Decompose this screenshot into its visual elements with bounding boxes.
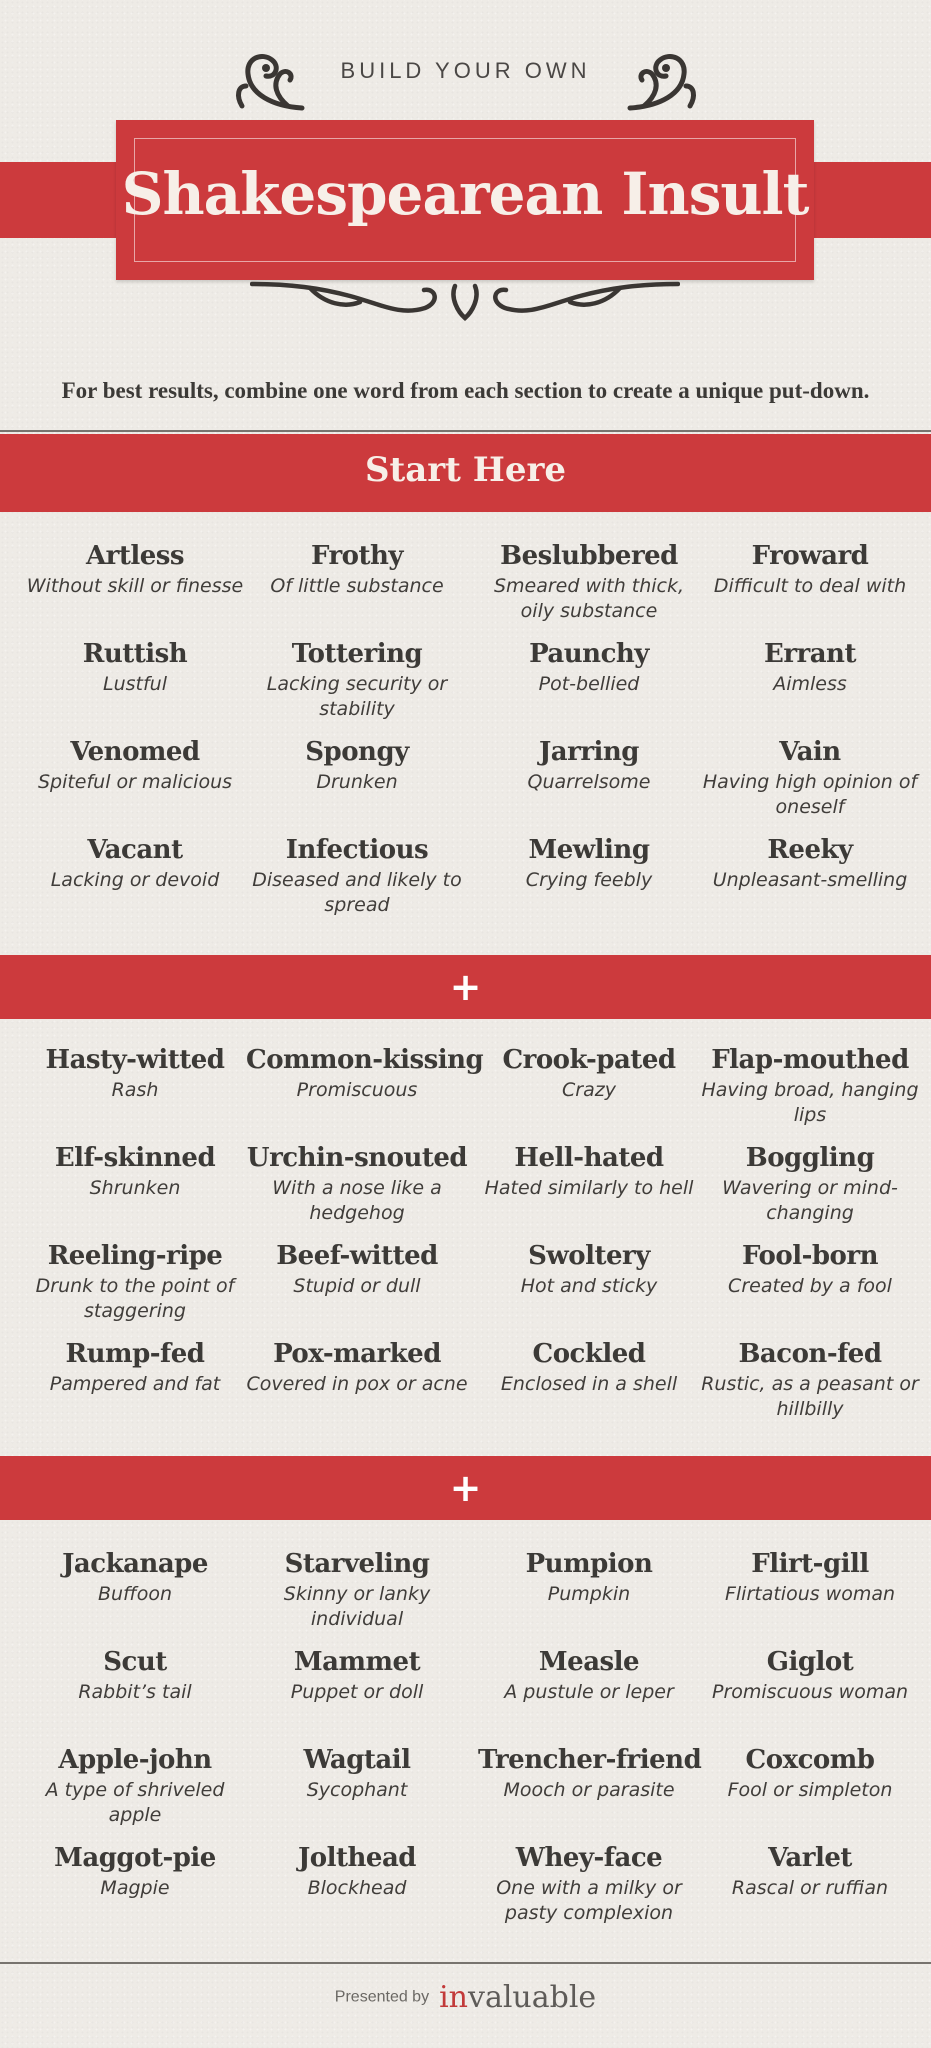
insult-word: Crook-pated [502,1045,676,1075]
word-definition: Hated similarly to hell [484,1177,694,1199]
insult-word: Venomed [70,737,200,767]
word-item [246,1548,468,1632]
word-item [699,1842,921,1901]
word-definition: Rabbit’s tail [78,1681,192,1703]
word-definition: Blockhead [307,1877,407,1899]
word-definition: Lacking or devoid [50,869,220,891]
insult-word: Tottering [291,639,423,669]
word-item [24,1044,246,1103]
word-definition: Created by a fool [728,1275,892,1297]
word-definition: Crying feebly [525,869,653,891]
insult-word: Reeling-ripe [47,1241,223,1271]
word-item [699,1744,921,1803]
word-item [246,1744,468,1803]
insult-word: Vacant [87,835,183,865]
insult-word: Wagtail [303,1745,411,1775]
word-definition: Sycophant [306,1779,408,1801]
word-item [478,1842,700,1926]
word-definition: Rustic, as a peasant or hillbilly [701,1373,919,1420]
footer [0,1980,931,2015]
word-definition: Fool or simpleton [727,1779,893,1801]
word-item [246,638,468,722]
word-definition: Difficult to deal with [713,575,907,597]
insult-word: Infectious [285,835,429,865]
word-definition: Rascal or ruffian [731,1877,889,1899]
page-title: Shakespearean Insult [121,160,809,228]
word-item [246,1044,484,1103]
insult-word: Frothy [310,541,404,571]
instructions-text: For best results, combine one word from each section to create a unique put-down. [61,378,870,403]
word-item [699,834,921,893]
insult-word: Cockled [532,1339,646,1369]
word-definition: Lacking security or stability [266,673,448,720]
divider [0,430,931,432]
word-definition: Stupid or dull [293,1275,421,1297]
insult-word: Rump-fed [65,1339,205,1369]
word-item [699,540,921,599]
word-definition: Enclosed in a shell [500,1373,678,1395]
insult-word: Common-kissing [246,1045,484,1075]
word-item [24,638,246,697]
word-item [478,1646,700,1705]
word-item [24,1548,246,1607]
insult-word: Apple-john [58,1745,212,1775]
word-item [699,1548,921,1607]
word-item [478,540,700,624]
word-definition: Of little substance [270,575,444,597]
word-definition: Having broad, hanging lips [701,1079,919,1126]
word-item [246,1240,468,1299]
insult-word: Measle [538,1647,640,1677]
word-item [478,834,700,893]
plus-icon: + [449,1466,482,1510]
word-definition: Lustful [103,673,167,695]
word-item [478,638,700,697]
word-item [699,1142,921,1226]
word-definition: Pampered and fat [49,1373,221,1395]
word-item [699,638,921,697]
insult-word: Varlet [768,1843,852,1873]
word-item [246,736,468,795]
word-item [699,1044,921,1128]
word-item [478,736,700,795]
word-item [24,1338,246,1397]
word-definition: Rash [111,1079,159,1101]
insult-word: Hell-hated [514,1143,664,1173]
word-item [24,1842,246,1901]
word-item [24,540,246,599]
insult-word: Coxcomb [745,1745,875,1775]
logo-accent: in [439,1980,468,2015]
word-definition: Without skill or finesse [26,575,244,597]
word-definition: Pot-bellied [538,673,640,695]
word-item [246,1142,468,1226]
word-definition: Aimless [773,673,847,695]
title-banner [116,120,814,280]
word-definition: One with a milky or pasty complexion [496,1877,682,1924]
word-definition: Crazy [562,1079,616,1101]
word-item [24,1744,246,1828]
insult-word: Whey-face [515,1843,663,1873]
insult-word: Mewling [528,835,650,865]
insult-word: Froward [751,541,869,571]
logo-text: valuable [468,1980,597,2015]
insult-word: Elf-skinned [54,1143,216,1173]
insult-word: Swoltery [528,1241,650,1271]
insult-word: Bacon-fed [738,1339,882,1369]
insult-word: Boggling [745,1143,875,1173]
plus-band [0,1456,931,1520]
word-item [24,736,246,795]
word-definition: Skinny or lanky individual [283,1583,431,1630]
plus-icon: + [449,965,482,1009]
divider [0,1962,931,1964]
word-item [246,1842,468,1901]
word-item [246,834,468,918]
insult-word: Flirt-gill [751,1549,869,1579]
word-item [699,736,921,820]
word-item [24,834,246,893]
insult-word: Errant [764,639,856,669]
insult-word: Jackanape [62,1549,208,1579]
word-item [478,1142,700,1201]
insult-word: Maggot-pie [54,1843,216,1873]
flourish-bottom-icon [250,278,680,324]
word-item [478,1744,700,1803]
word-item [24,1646,246,1705]
insult-word: Artless [85,541,185,571]
word-item [478,1240,700,1299]
word-item [478,1548,700,1607]
word-definition: Promiscuous [296,1079,418,1101]
word-item [246,1646,468,1705]
invaluable-logo[interactable] [439,1980,596,2015]
word-definition: Quarrelsome [527,771,651,793]
word-item [478,1044,700,1103]
word-definition: Covered in pox or acne [246,1373,468,1395]
word-definition: Magpie [100,1877,170,1899]
word-definition: Wavering or mind-changing [722,1177,898,1224]
word-item [246,1338,468,1397]
insult-word: Beef-witted [276,1241,438,1271]
word-definition: Promiscuous woman [711,1681,909,1703]
banner-stripe-right [801,162,931,238]
insult-word: Starveling [284,1549,430,1579]
word-definition: Buffoon [97,1583,173,1605]
insult-word: Jolthead [297,1843,416,1873]
start-here-band [0,434,931,512]
insult-word: Pumpion [525,1549,653,1579]
word-definition: Puppet or doll [290,1681,424,1703]
word-item [699,1240,921,1299]
insult-word: Flap-mouthed [711,1045,909,1075]
word-item [24,1240,246,1324]
word-definition: A pustule or leper [504,1681,674,1703]
word-definition: Spiteful or malicious [37,771,233,793]
plus-band [0,955,931,1019]
word-item [246,540,468,599]
word-definition: With a nose like a hedgehog [272,1177,442,1224]
word-item [699,1646,921,1705]
presented-by-label: Presented by [334,1988,430,2006]
word-definition: Having high opinion of oneself [702,771,918,818]
insult-word: Urchin-snouted [246,1143,468,1173]
word-definition: Drunk to the point of staggering [35,1275,235,1322]
word-definition: Diseased and likely to spread [252,869,462,916]
insult-word: Reeky [767,835,853,865]
insult-word: Fool-born [741,1241,878,1271]
word-item [24,1142,246,1201]
word-item [478,1338,700,1397]
banner-stripe-left [0,162,130,238]
word-definition: Shrunken [89,1177,181,1199]
word-definition: Mooch or parasite [503,1779,675,1801]
word-definition: Unpleasant-smelling [712,869,908,891]
insult-word: Giglot [766,1647,854,1677]
insult-word: Pox-marked [273,1339,441,1369]
word-definition: Pumpkin [547,1583,631,1605]
insult-word: Beslubbered [500,541,678,571]
word-definition: A type of shriveled apple [45,1779,225,1826]
header [0,0,931,340]
word-definition: Flirtatious woman [724,1583,896,1605]
word-item [699,1338,921,1422]
word-definition: Hot and sticky [520,1275,658,1297]
insult-word: Scut [103,1647,167,1677]
insult-word: Spongy [305,737,409,767]
insult-word: Jarring [538,737,639,767]
insult-word: Vain [779,737,841,767]
insult-word: Mammet [293,1647,421,1677]
insult-word: Ruttish [82,639,188,669]
insult-word: Paunchy [529,639,649,669]
insult-word: Hasty-witted [45,1045,225,1075]
word-definition: Smeared with thick, oily substance [493,575,685,622]
start-here-label: Start Here [364,450,567,490]
insult-word: Trencher-friend [478,1745,702,1775]
word-definition: Drunken [316,771,398,793]
build-your-own-label: BUILD YOUR OWN [340,58,591,83]
